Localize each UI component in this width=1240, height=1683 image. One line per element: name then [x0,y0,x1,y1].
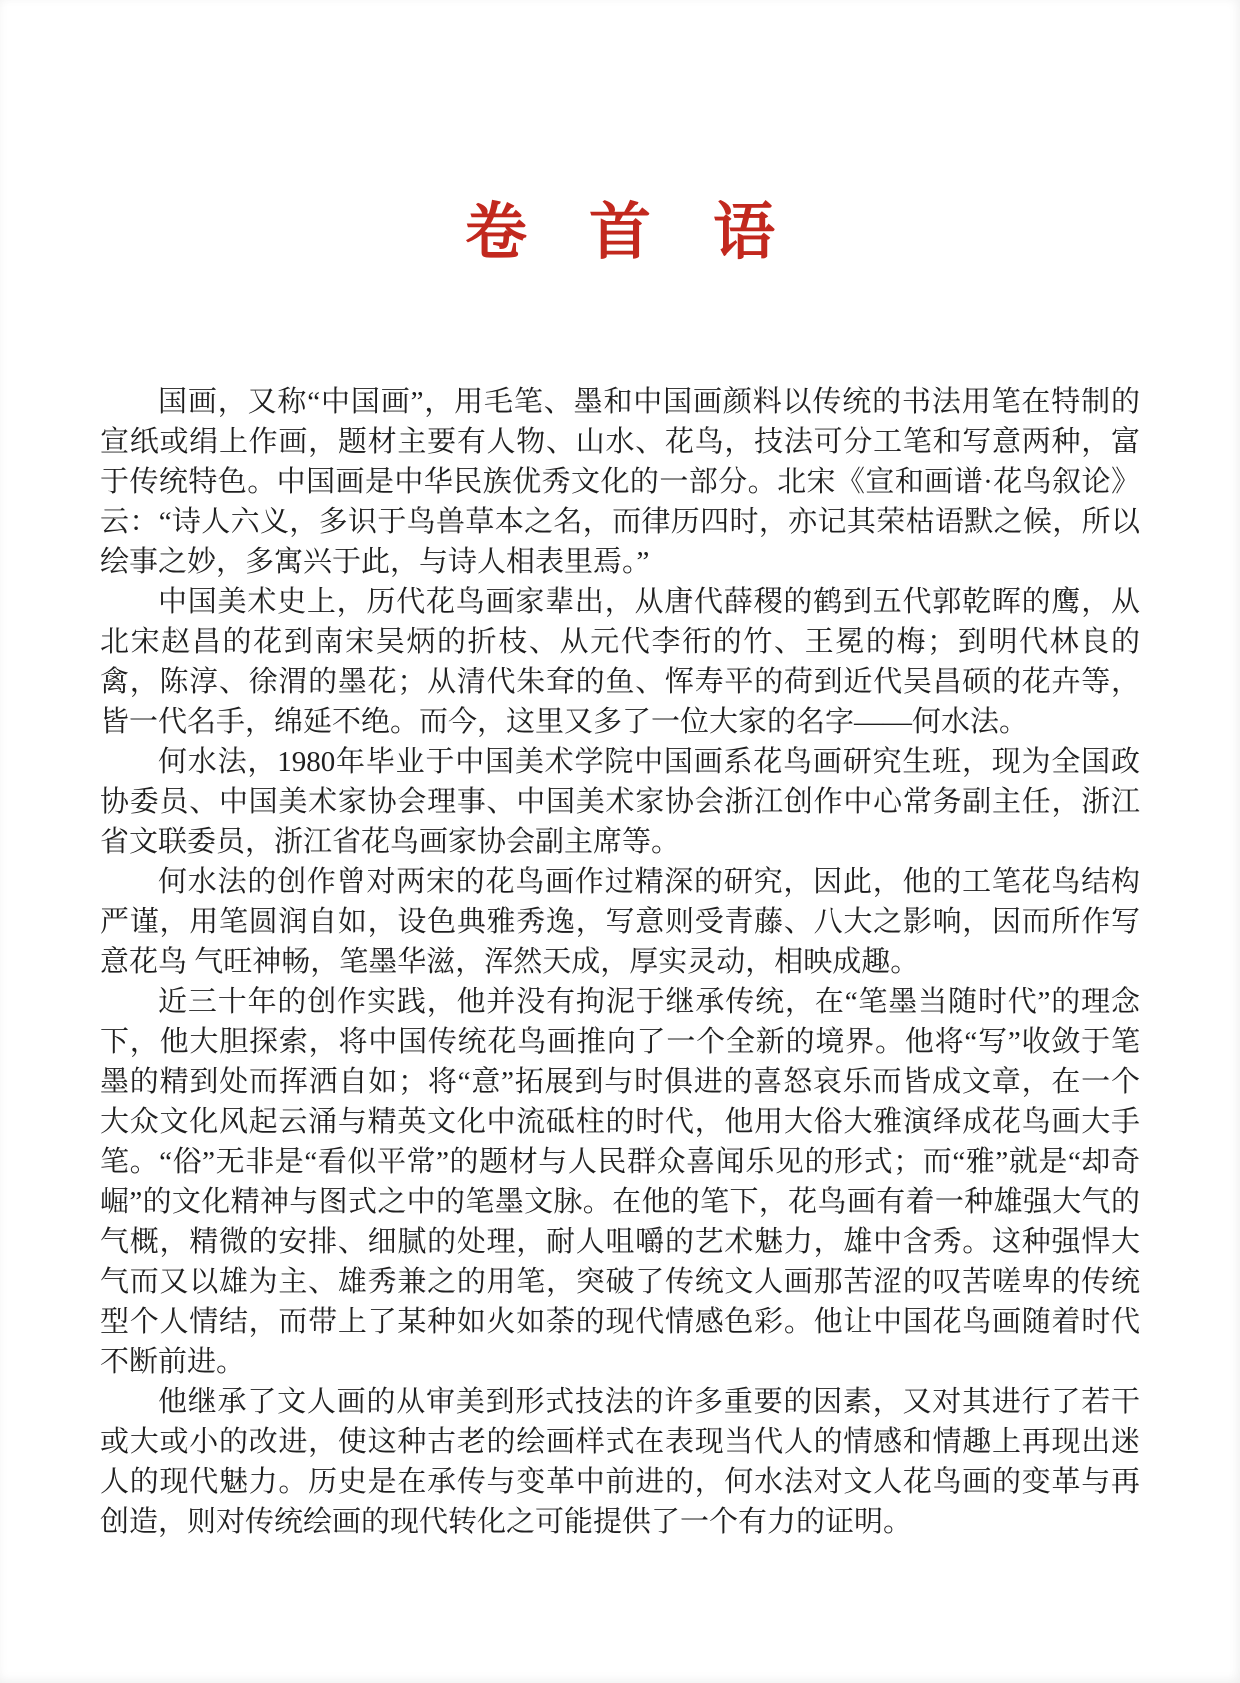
paragraph-1: 国画，又称“中国画”，用毛笔、墨和中国画颜料以传统的书法用笔在特制的宣纸或绢上作画，题材主要有人物、山水、花鸟，技法可分工笔和写意两种，富于传统特色。中国画是中华民族优秀文化的一部分。北宋《宣和画谱·花鸟叙论》云：“诗人六义，多识于鸟兽草本之名，而律历四时，亦记其荣枯语默之候，所以绘事之妙，多寓兴于此，与诗人相表里焉。” [100,386,1140,578]
paragraph-3: 何水法，1980年毕业于中国美术学院中国画系花鸟画研究生班，现为全国政协委员、中国美术家协会理事、中国美术家协会浙江创作中心常务副主任，浙江省文联委员，浙江省花鸟画家协会副主席等。 [100,746,1140,858]
paragraph-6: 他继承了文人画的从审美到形式技法的许多重要的因素，又对其进行了若干或大或小的改进，使这种古老的绘画样式在表现当代人的情感和情趣上再现出迷人的现代魅力。历史是在承传与变革中前进的，何水法对文人花鸟画的变革与再创造，则对传统绘画的现代转化之可能提供了一个有力的证明。 [100,1386,1140,1538]
paragraph-4: 何水法的创作曾对两宋的花鸟画作过精深的研究，因此，他的工笔花鸟结构严谨，用笔圆润自如，设色典雅秀逸，写意则受青藤、八大之影响，因而所作写意花鸟 气旺神畅，笔墨华滋，浑然天成，厚实灵动，相映成趣。 [100,866,1140,978]
page-title: 卷首语 [464,199,837,267]
article-body [100,382,1140,1542]
paragraph-5: 近三十年的创作实践，他并没有拘泥于继承传统，在“笔墨当随时代”的理念下，他大胆探索，将中国传统花鸟画推向了一个全新的境界。他将“写”收敛于笔墨的精到处而挥洒自如；将“意”拓展到与时俱进的喜怒哀乐而皆成文章，在一个大众文化风起云涌与精英文化中流砥柱的时代，他用大俗大雅演绎成花鸟画大手笔。“俗”无非是“看似平常”的题材与人民群众喜闻乐见的形式；而“雅”就是“却奇崛”的文化精神与图式之中的笔墨文脉。在他的笔下，花鸟画有着一种雄强大气的气概，精微的安排、细腻的处理，耐人咀嚼的艺术魅力，雄中含秀。这种强悍大气而又以雄为主、雄秀兼之的用笔，突破了传统文人画那苦涩的叹苦嗟卑的传统型个人情结，而带上了某种如火如荼的现代情感色彩。他让中国花鸟画随着时代不断前进。 [100,986,1140,1378]
paragraph-2: 中国美术史上，历代花鸟画家辈出，从唐代薛稷的鹤到五代郭乾晖的鹰，从北宋赵昌的花到南宋吴炳的折枝、从元代李衎的竹、王冕的梅；到明代林良的禽，陈淳、徐渭的墨花；从清代朱耷的鱼、恽寿平的荷到近代吴昌硕的花卉等，皆一代名手，绵延不绝。而今，这里又多了一位大家的名字——何水法。 [100,586,1140,738]
